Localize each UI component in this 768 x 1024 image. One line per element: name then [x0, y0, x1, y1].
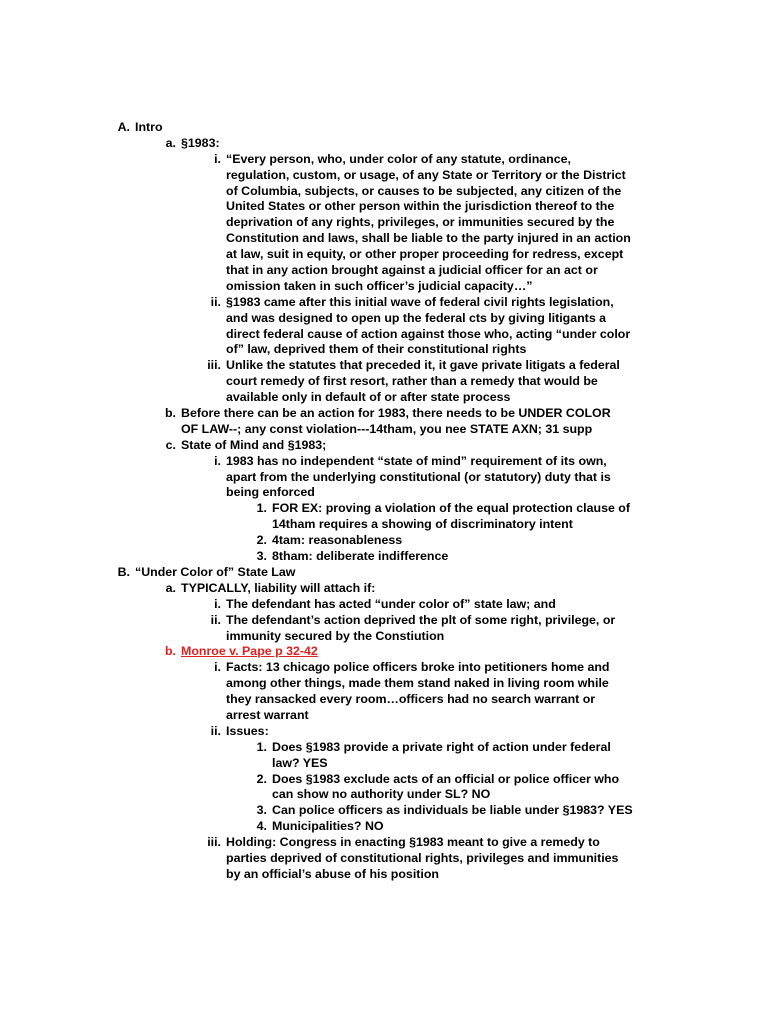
outline-text: §1983:	[181, 135, 220, 150]
outline-line	[0, 835, 768, 851]
outline-line	[0, 199, 768, 215]
outline-line	[0, 247, 768, 263]
outline-text: direct federal cause of action against those who, acting “under color	[226, 326, 631, 341]
outline-line	[0, 660, 768, 676]
outline-text: law? YES	[272, 755, 328, 770]
outline-marker: b.	[164, 644, 176, 659]
outline-marker: iii.	[207, 835, 221, 850]
outline-line	[0, 787, 768, 803]
outline-line	[0, 438, 768, 454]
outline-marker: b.	[164, 406, 176, 421]
outline-text: regulation, custom, or usage, of any State or Territory or the District	[226, 167, 626, 182]
outline-text: Intro	[135, 120, 163, 134]
outline-marker: 1.	[256, 501, 267, 516]
outline-line	[0, 517, 768, 533]
outline-text: can show no authority under SL? NO	[272, 787, 491, 802]
outline-line	[0, 819, 768, 835]
outline-text: 4tam: reasonableness	[272, 533, 403, 548]
outline-text: “Under Color of” State Law	[135, 564, 296, 579]
outline-line	[0, 772, 768, 788]
outline-marker: B.	[117, 564, 130, 579]
outline-text: at law, suit in equity, or other proper proceeding for redress, except	[226, 247, 624, 262]
outline-line	[0, 724, 768, 740]
outline-marker: ii.	[210, 723, 221, 738]
outline-marker: i.	[214, 453, 221, 468]
outline-text: that in any action brought against a judicial officer for an act or	[226, 263, 598, 278]
outline-marker: 2.	[256, 771, 267, 786]
outline-text: 8tham: deliberate indifference	[272, 549, 449, 564]
outline-marker: 2.	[256, 533, 267, 548]
outline-line	[0, 470, 768, 486]
outline-line	[0, 613, 768, 629]
outline-text: immunity secured by the Constiution	[226, 628, 445, 643]
outline-marker: ii.	[210, 294, 221, 309]
outline-text: available only in default of or after state process	[226, 390, 511, 405]
outline-marker: a.	[165, 580, 176, 595]
outline-line	[0, 120, 768, 136]
outline-marker: i.	[214, 151, 221, 166]
outline-text: The defendant has acted “under color of” state law; and	[226, 596, 556, 611]
outline-text: Issues:	[226, 723, 269, 738]
case-heading	[0, 644, 768, 660]
outline-text: State of Mind and §1983;	[181, 437, 327, 452]
outline-marker: a.	[165, 135, 176, 150]
outline-line	[0, 390, 768, 406]
outline-marker: ii.	[210, 612, 221, 627]
outline-marker: i.	[214, 660, 221, 675]
outline-line	[0, 311, 768, 327]
outline-line	[0, 374, 768, 390]
outline-line	[0, 358, 768, 374]
outline-text: Can police officers as individuals be liable under §1983? YES	[272, 803, 633, 818]
outline-text: they ransacked every room…officers had no search warrant or	[226, 692, 596, 707]
outline-line	[0, 597, 768, 613]
outline-line	[0, 279, 768, 295]
outline-marker: A.	[117, 120, 130, 134]
outline-line	[0, 501, 768, 517]
outline-text: Before there can be an action for 1983, there needs to be UNDER COLOR	[181, 406, 611, 421]
outline-line	[0, 549, 768, 565]
outline-line	[0, 136, 768, 152]
outline-marker: 3.	[256, 803, 267, 818]
outline-line	[0, 215, 768, 231]
outline-line	[0, 565, 768, 581]
outline-marker: c.	[165, 437, 176, 452]
outline-line	[0, 756, 768, 772]
outline-line	[0, 327, 768, 343]
outline-text: among other things, made them stand naked in living room while	[226, 676, 609, 691]
outline-text: by an official’s abuse of his position	[226, 866, 439, 881]
outline-text: Unlike the statutes that preceded it, it gave private litigats a federal	[226, 358, 620, 373]
outline-text: Does §1983 exclude acts of an official or police officer who	[272, 771, 620, 786]
outline-text: 1983 has no independent “state of mind” requirement of its own,	[226, 453, 607, 468]
outline-line	[0, 454, 768, 470]
outline-marker: iii.	[207, 358, 221, 373]
outline-text: Monroe v. Pape p 32-42	[181, 644, 318, 659]
outline-text: apart from the underlying constitutional (or statutory) duty that is	[226, 469, 611, 484]
outline-line	[0, 422, 768, 438]
outline-text: The defendant’s action deprived the plt of some right, privilege, or	[226, 612, 616, 627]
outline-text: court remedy of first resort, rather than a remedy that would be	[226, 374, 598, 389]
outline-text: 14tham requires a showing of discriminatory intent	[272, 517, 573, 532]
outline-line	[0, 533, 768, 549]
outline-text: Holding: Congress in enacting §1983 meant to give a remedy to	[226, 835, 600, 850]
outline-line	[0, 851, 768, 867]
outline-text: “Every person, who, under color of any statute, ordinance,	[226, 151, 571, 166]
document-outline	[0, 120, 768, 883]
outline-marker: 4.	[256, 819, 267, 834]
outline-text: arrest warrant	[226, 707, 309, 722]
outline-line	[0, 708, 768, 724]
outline-text: deprivation of any rights, privileges, or immunities secured by the	[226, 215, 615, 230]
outline-marker: 1.	[256, 739, 267, 754]
outline-line	[0, 692, 768, 708]
outline-text: Facts: 13 chicago police officers broke into petitioners home and	[226, 660, 610, 675]
outline-line	[0, 581, 768, 597]
outline-text: FOR EX: proving a violation of the equal protection clause of	[272, 501, 630, 516]
outline-text: OF LAW--; any const violation---14tham, you nee STATE AXN; 31 supp	[181, 421, 593, 436]
outline-text: being enforced	[226, 485, 315, 500]
outline-text: parties deprived of constitutional rights, privileges and immunities	[226, 850, 619, 865]
outline-line	[0, 406, 768, 422]
outline-line	[0, 184, 768, 200]
outline-line	[0, 485, 768, 501]
outline-text: Does §1983 provide a private right of action under federal	[272, 739, 611, 754]
outline-line	[0, 263, 768, 279]
outline-text: and was designed to open up the federal cts by giving litigants a	[226, 310, 607, 325]
outline-text: omission taken in such officer’s judicial capacity…”	[226, 278, 533, 293]
outline-line	[0, 867, 768, 883]
outline-line	[0, 629, 768, 645]
outline-marker: 3.	[256, 549, 267, 564]
outline-text: of” law, deprived them of their constitutional rights	[226, 342, 527, 357]
outline-line	[0, 231, 768, 247]
outline-text: Municipalities? NO	[272, 819, 384, 834]
outline-text: of Columbia, subjects, or causes to be subjected, any citizen of the	[226, 183, 622, 198]
outline-text: United States or other person within the jurisdiction thereof to the	[226, 199, 615, 214]
outline-line	[0, 740, 768, 756]
outline-line	[0, 676, 768, 692]
outline-text: TYPICALLY, liability will attach if:	[181, 580, 376, 595]
outline-line	[0, 168, 768, 184]
outline-line	[0, 295, 768, 311]
outline-line	[0, 152, 768, 168]
outline-text: Constitution and laws, shall be liable to the party injured in an action	[226, 231, 631, 246]
outline-text: §1983 came after this initial wave of federal civil rights legislation,	[226, 294, 614, 309]
outline-marker: i.	[214, 596, 221, 611]
outline-line	[0, 342, 768, 358]
outline-line	[0, 803, 768, 819]
